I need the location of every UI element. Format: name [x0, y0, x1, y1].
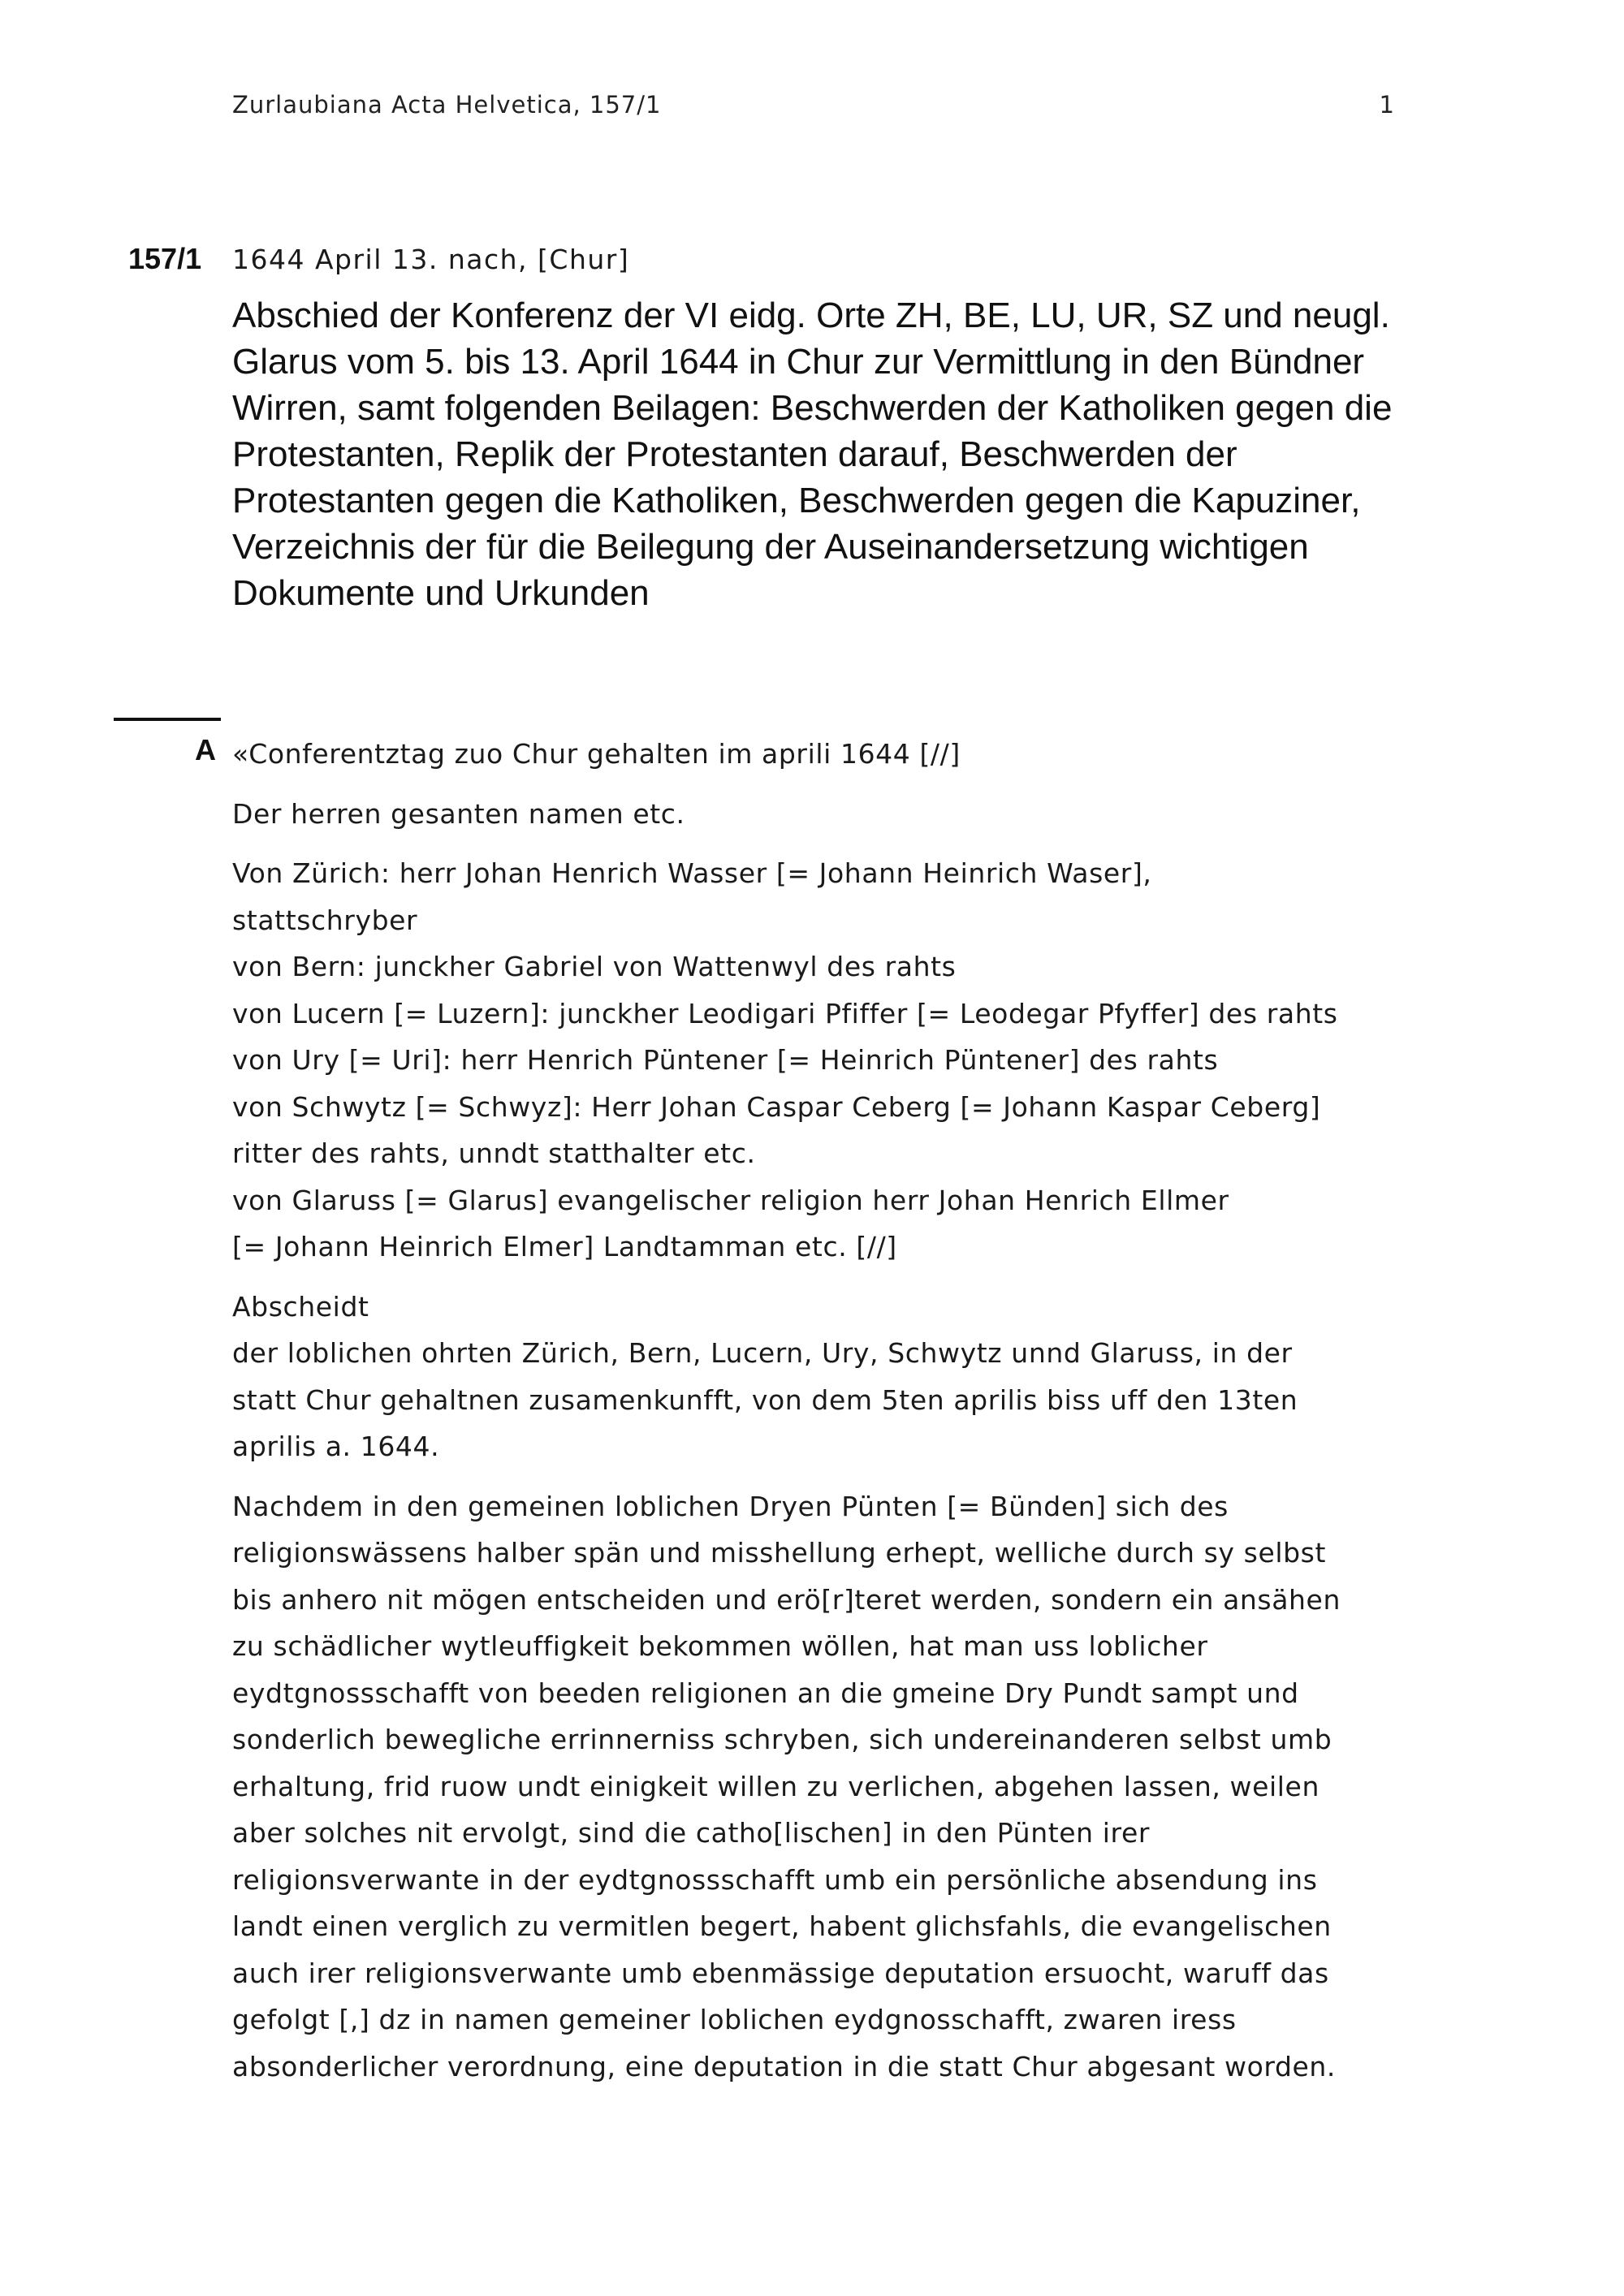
- narrative-line: religionswässens halber spän und misshellung erhept, welliche durch sy selbst: [232, 1537, 1326, 1569]
- narrative-line: sonderlich bewegliche errinnerniss schryben, sich undereinanderen selbst umb: [232, 1724, 1332, 1755]
- section-heading: «Conferentztag zuo Chur gehalten im aprili 1644 [//]: [232, 738, 961, 770]
- entry-number: 157/1: [128, 242, 202, 275]
- abscheidt-line: der loblichen ohrten Zürich, Bern, Lucern, Ury, Schwytz unnd Glaruss, in der: [232, 1337, 1293, 1369]
- narrative-line: aber solches nit ervolgt, sind die catho[lischen] in den Pünten irer: [232, 1817, 1151, 1849]
- narrative-line: eydtgnossschafft von beeden religionen an die gmeine Dry Pundt sampt und: [232, 1677, 1299, 1709]
- narrative-line: zu schädlicher wytleuffigkeit bekommen wöllen, hat man uss loblicher: [232, 1630, 1208, 1662]
- section-letter: A: [195, 733, 216, 766]
- abscheidt-paragraph: [232, 1284, 1402, 1470]
- section-subheading: Der herren gesanten namen etc.: [232, 797, 685, 830]
- abscheidt-line: Abscheidt: [232, 1290, 369, 1323]
- delegate-line: von Ury [= Uri]: herr Henrich Püntener [= Heinrich Püntener] des rahts: [232, 1044, 1219, 1076]
- delegate-line: von Lucern [= Luzern]: junckher Leodigari Pfiffer [= Leodegar Pfyffer] des rahts: [232, 997, 1338, 1029]
- narrative-line: Nachdem in den gemeinen loblichen Dryen Pünten [= Bünden] sich des: [232, 1490, 1229, 1522]
- running-header: [232, 91, 1395, 119]
- narrative-line: auch irer religionsverwante umb ebenmässige deputation ersuocht, waruff das: [232, 1957, 1329, 1989]
- delegates-list: [232, 850, 1402, 1271]
- delegate-line: stattschryber: [232, 904, 418, 936]
- narrative-line: absonderlicher verordnung, eine deputation in die statt Chur abgesant worden.: [232, 2050, 1336, 2082]
- delegate-line: von Bern: junckher Gabriel von Wattenwyl des rahts: [232, 951, 957, 982]
- abscheidt-line: aprilis a. 1644.: [232, 1431, 440, 1462]
- document-body: [232, 731, 1402, 2103]
- delegate-line: Von Zürich: herr Johan Henrich Wasser [= Johann Heinrich Waser],: [232, 857, 1152, 889]
- narrative-line: religionsverwante in der eydtgnossschafft umb ein persönliche absendung ins: [232, 1863, 1318, 1896]
- narrative-line: landt einen verglich zu vermitlen begert, habent glichsfahls, die evangelischen: [232, 1910, 1332, 1942]
- delegate-line: von Schwytz [= Schwyz]: Herr Johan Caspar Ceberg [= Johann Kaspar Ceberg]: [232, 1090, 1321, 1123]
- section-divider: [114, 718, 221, 721]
- page-number: 1: [1379, 91, 1395, 119]
- delegate-line: von Glaruss [= Glarus] evangelischer religion herr Johan Henrich Ellmer: [232, 1184, 1229, 1216]
- entry-date: 1644 April 13. nach, [Chur]: [232, 244, 630, 275]
- narrative-line: erhaltung, frid ruow undt einigkeit willen zu verlichen, abgehen lassen, weilen: [232, 1770, 1320, 1802]
- running-header-title: Zurlaubiana Acta Helvetica, 157/1: [232, 91, 662, 119]
- delegate-line: ritter des rahts, unndt statthalter etc.: [232, 1137, 756, 1169]
- narrative-line: gefolgt [,] dz in namen gemeiner loblichen eydgnosschafft, zwaren iress: [232, 2004, 1237, 2035]
- delegate-line: [= Johann Heinrich Elmer] Landtamman etc. [//]: [232, 1231, 897, 1262]
- entry-title: Abschied der Konferenz der VI eidg. Orte ZH, BE, LU, UR, SZ und neugl. Glarus vom 5. bis 13. April 1644 in Chur zur Vermittlung in den Bündner Wirren, samt folgenden Beilagen: Beschwerden der Katholiken gegen die Protestanten, Replik der Protestanten darauf, Beschwerden der Protestanten gegen die Katholiken, Beschwerden gegen die Kapuziner, Verzeichnis der für die Beilegung der Auseinandersetzung wichtigen Dokumente und Urkunden: [232, 296, 1393, 613]
- abscheidt-line: statt Chur gehaltnen zusamenkunfft, von dem 5ten aprilis biss uff den 13ten: [232, 1383, 1298, 1416]
- narrative-line: bis anhero nit mögen entscheiden und erö[r]teret werden, sondern ein ansähen: [232, 1583, 1341, 1616]
- narrative-paragraph: [232, 1483, 1402, 2091]
